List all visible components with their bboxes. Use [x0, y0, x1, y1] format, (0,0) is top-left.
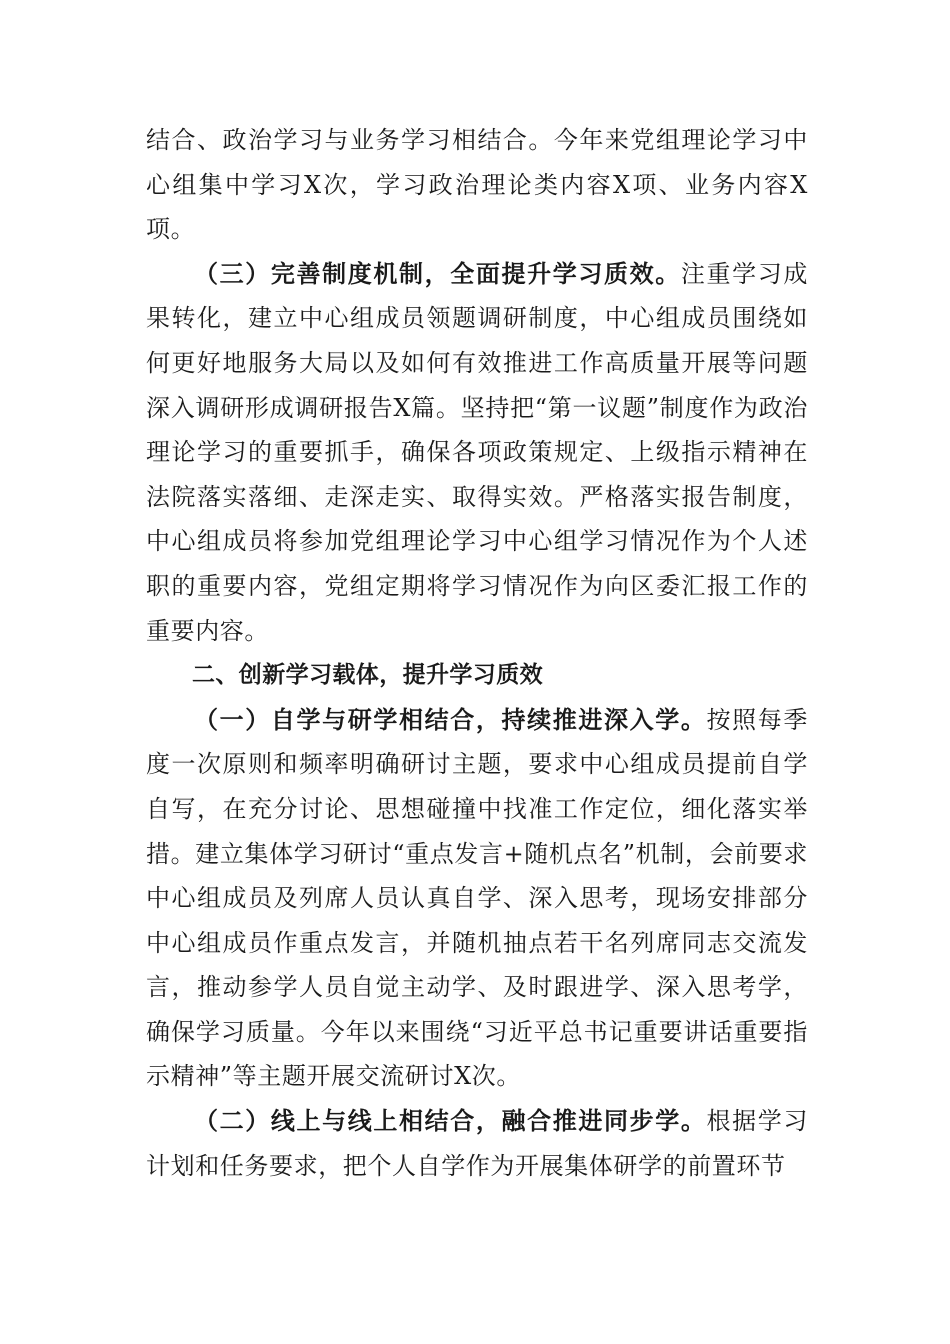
paragraph-subsection-1 [146, 698, 808, 1099]
document-body [146, 118, 808, 1188]
paragraph-body: 注重学习成果转化，建立中心组成员领题调研制度，中心组成员围绕如何更好地服务大局以及如何有效推进工作高质量开展等问题深入调研形成调研报告X篇。坚持把“第一议题”制度作为政治理论学习的重要抓手，确保各项政策规定、上级指示精神在法院落实落细、走深走实、取得实效。严格落实报告制度，中心组成员将参加党组理论学习中心组学习情况作为个人述职的重要内容，党组定期将学习情况作为向区委汇报工作的重要内容。 [146, 259, 808, 645]
paragraph-continued: 结合、政治学习与业务学习相结合。今年来党组理论学习中心组集中学习X次，学习政治理论类内容X项、业务内容X项。 [146, 126, 808, 244]
paragraph-section-3 [146, 252, 808, 653]
paragraph-body: 按照每季度一次原则和频率明确研讨主题，要求中心组成员提前自学自写，在充分讨论、思想碰撞中找准工作定位，细化落实举措。建立集体学习研讨“重点发言+随机点名”机制，会前要求中心组成员及列席人员认真自学、深入思考，现场安排部分中心组成员作重点发言，并随机抽点若干名列席同志交流发言，推动参学人员自觉主动学、及时跟进学、深入思考学，确保学习质量。今年以来围绕“习近平总书记重要讲话重要指示精神”等主题开展交流研讨X次。 [146, 705, 808, 1091]
section-heading-2: 二、创新学习载体，提升学习质效 [192, 662, 543, 689]
paragraph-lead: （二）线上与线上相结合，融合推进同步学。 [194, 1106, 707, 1136]
paragraph-body: 根据学习计划和任务要求，把个人自学作为开展集体研学的前置环节 [146, 1107, 808, 1180]
paragraph-lead: （一）自学与研学相结合，持续推进深入学。 [194, 704, 707, 734]
paragraph-subsection-2 [146, 1099, 808, 1188]
paragraph-lead: （三）完善制度机制，全面提升学习质效。 [194, 258, 681, 288]
